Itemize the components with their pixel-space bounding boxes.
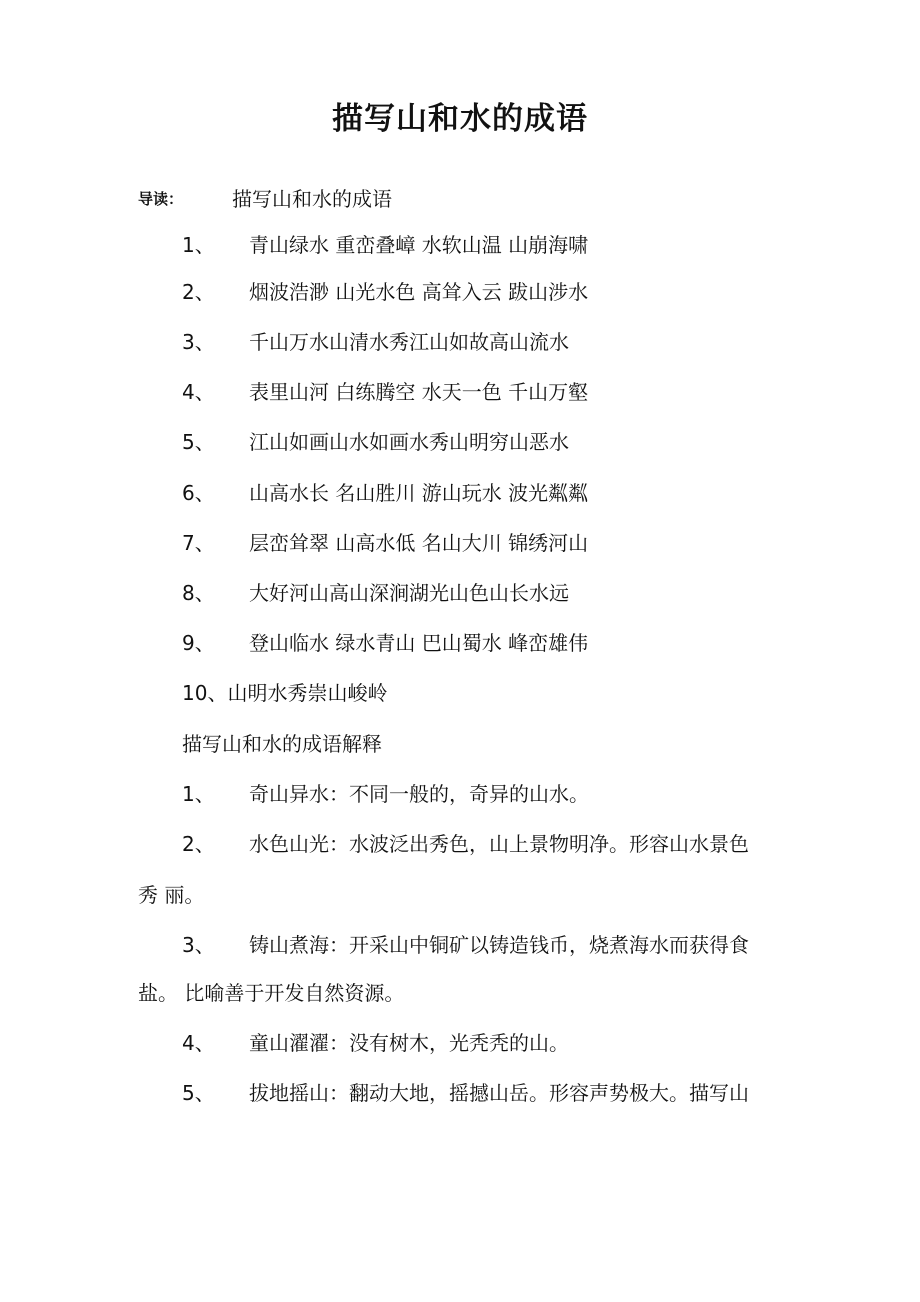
idiom-text: 大好河山高山深涧湖光山色山长水远	[249, 581, 569, 605]
idiom-number: 1、	[182, 233, 215, 257]
explanation-text: 铸山煮海：开采山中铜矿以铸造钱币，烧煮海水而获得食	[249, 933, 749, 957]
explanation-text: 拔地摇山：翻动大地，摇撼山岳。形容声势极大。描写山	[249, 1081, 749, 1105]
idiom-number: 4、	[182, 380, 215, 404]
idiom-text: 层峦耸翠 山高水低 名山大川 锦绣河山	[249, 531, 589, 555]
explanation-number: 3、	[182, 933, 215, 957]
idiom-number: 2、	[182, 280, 215, 304]
explanation-number: 5、	[182, 1081, 215, 1105]
explanation-heading-text: 描写山和水的成语解释	[182, 732, 382, 756]
idiom-text: 10、山明水秀崇山峻岭	[182, 681, 388, 705]
intro-text: 描写山和水的成语	[232, 187, 392, 211]
explanation-number: 4、	[182, 1031, 215, 1055]
explanation-number: 1、	[182, 782, 215, 806]
idiom-text: 登山临水 绿水青山 巴山蜀水 峰峦雄伟	[249, 631, 589, 655]
idiom-text: 山高水长 名山胜川 游山玩水 波光粼粼	[249, 481, 589, 505]
explanation-cont-text: 秀 丽。	[138, 883, 205, 907]
idiom-text: 表里山河 白练腾空 水天一色 千山万壑	[249, 380, 589, 404]
page-title: 描写山和水的成语	[332, 101, 588, 137]
idiom-text: 江山如画山水如画水秀山明穷山恶水	[249, 430, 569, 454]
idiom-number: 5、	[182, 430, 215, 454]
idiom-number: 8、	[182, 581, 215, 605]
explanation-cont-text: 盐。 比喻善于开发自然资源。	[138, 981, 405, 1005]
explanation-text: 水色山光：水波泛出秀色，山上景物明净。形容山水景色	[249, 832, 749, 856]
intro-label: 导读：	[138, 190, 184, 208]
idiom-number: 9、	[182, 631, 215, 655]
idiom-number: 6、	[182, 481, 215, 505]
idiom-number: 7、	[182, 531, 215, 555]
idiom-number: 3、	[182, 330, 215, 354]
idiom-text: 千山万水山清水秀江山如故高山流水	[249, 330, 569, 354]
explanation-text: 童山濯濯：没有树木，光秃秃的山。	[249, 1031, 569, 1055]
explanation-text: 奇山异水：不同一般的，奇异的山水。	[249, 782, 589, 806]
idiom-text: 青山绿水 重峦叠嶂 水软山温 山崩海啸	[249, 233, 589, 257]
idiom-text: 烟波浩渺 山光水色 高耸入云 跋山涉水	[249, 280, 589, 304]
explanation-number: 2、	[182, 832, 215, 856]
